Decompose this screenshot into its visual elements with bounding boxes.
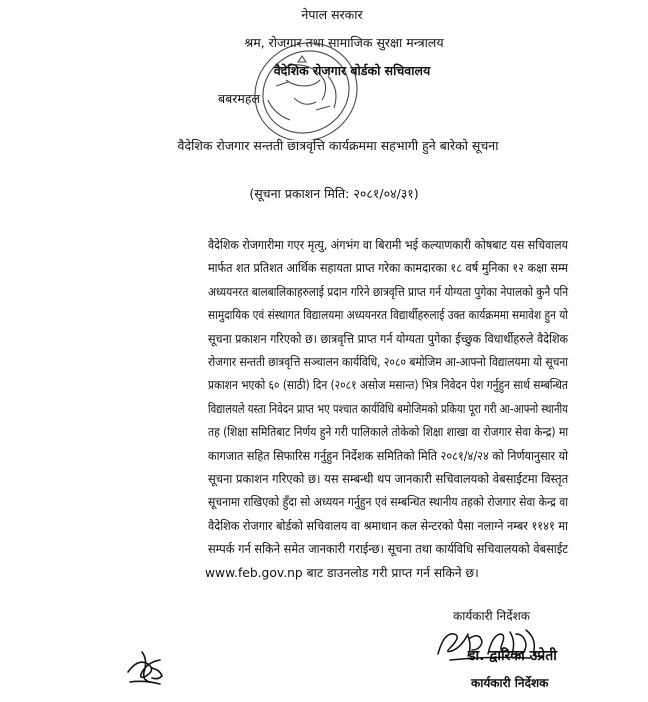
body-line: सूचना प्रकाशन गरिएको छ। छात्रवृत्ति प्राप्त गर्न योग्यता पुगेका ईच्छुक विधार्थीहरुले वैदेशिक: [208, 331, 569, 346]
body-line: प्रकाशन भएको ६० (साठी) दिन (२०८१ असोज मसान्त) भित्र निवेदन पेश गर्नुहुन सार्थ सम्बन्धित: [208, 378, 568, 393]
body-line: मार्फत शत प्रतिशत आर्थिक सहायता प्राप्त गरेका कामदारका १८ वर्ष मुनिका १२ कक्षा सम्म: [208, 261, 569, 276]
secretariat-name: वैदेशिक रोजगार बोर्डको सचिवालय: [273, 63, 431, 78]
body-line: www.feb.gov.np बाट डाउनलोड गरी प्राप्त गर्न सकिने छ।: [205, 565, 479, 580]
body-line: विद्यालयले यस्ता निवेदन प्राप्त भए पश्चात कार्यविधि बमोजिमको प्रकिया पूरा गरी आ-आफ्नो स्थानीय: [208, 401, 568, 416]
office-address: बबरमहल: [218, 91, 260, 106]
body-line: अध्ययनरत बालबालिकाहरुलाई प्रदान गरिने छात्रवृत्ति प्राप्त गर्न योग्यता पुगेका नेपालको कुनै पनि: [208, 284, 569, 299]
body-line: सूचना प्रकाशन गरिएको छ। यस सम्बन्धी थप जानकारी सचिवालयको वेबसाईटमा विस्तृत: [208, 472, 569, 486]
notice-subject: वैदेशिक रोजगार सन्तती छात्रवृत्ति कार्यक्रममा सहभागी हुने बारेको सूचना: [177, 138, 499, 153]
publication-date: (सूचना प्रकाशन मिति: २०८१/०४/३१): [249, 186, 419, 201]
body-line: सामुदायिक एवं संस्थागत विद्यालयमा अध्ययनरत विद्यार्थीहरुलाई उक्त कार्यक्रममा समावेश हुन यो: [208, 308, 569, 323]
signatory-title-top: कार्यकारी निर्देशक: [453, 609, 530, 623]
handwritten-initial-left: [122, 646, 172, 690]
body-line: कागजात सहित सिफारिस गर्नुहुन निर्देशक समितिको मिति २०८१/४/२४ को निर्णयानुसार यो: [208, 448, 569, 463]
government-name: नेपाल सरकार: [301, 7, 363, 22]
ministry-name: श्रम, रोजगार तथा सामाजिक सुरक्षा मन्त्रालय: [244, 35, 444, 50]
body-line: वैदेशिक रोजगार बोर्डको सचिवालय वा श्रमाधान कल सेन्टरको पैसा नलाग्ने नम्बर ११४१ मा: [208, 518, 568, 533]
body-line: तह (शिक्षा समितिबाट निर्णय हुने गरी पालिकाले तोकेको शिक्षा शाखा वा रोजगार सेवा केन्द्र) मा: [208, 425, 569, 440]
body-line: रोजगार सन्तती छात्रवृत्ति सञ्चालन कार्यविधि, २०८० बमोजिम आ-आफ्नो विद्यालयमा यो सूचना: [208, 355, 569, 369]
signatory-title-bottom: कार्यकारी निर्देशक: [471, 676, 549, 690]
official-seal-stamp: [228, 40, 388, 140]
body-line: सूचनामा राखिएको हुँदा सो अध्ययन गर्नुहुन एवं सम्बन्धित स्थानीय तहको रोजगार सेवा केन्द्र वा: [208, 495, 569, 510]
signatory-name: डा. द्वारिका उप्रेती: [468, 648, 557, 664]
body-line: सम्पर्क गर्न सकिने समेत जानकारी गराईन्छ। सूचना तथा कार्यविधि सचिवालयको वेबसाईट: [208, 542, 569, 557]
body-line: वैदेशिक रोजगारीमा गएर मृत्यु, अंगभंग वा बिरामी भई कल्याणकारी कोषबाट यस सचिवालय: [208, 238, 568, 252]
